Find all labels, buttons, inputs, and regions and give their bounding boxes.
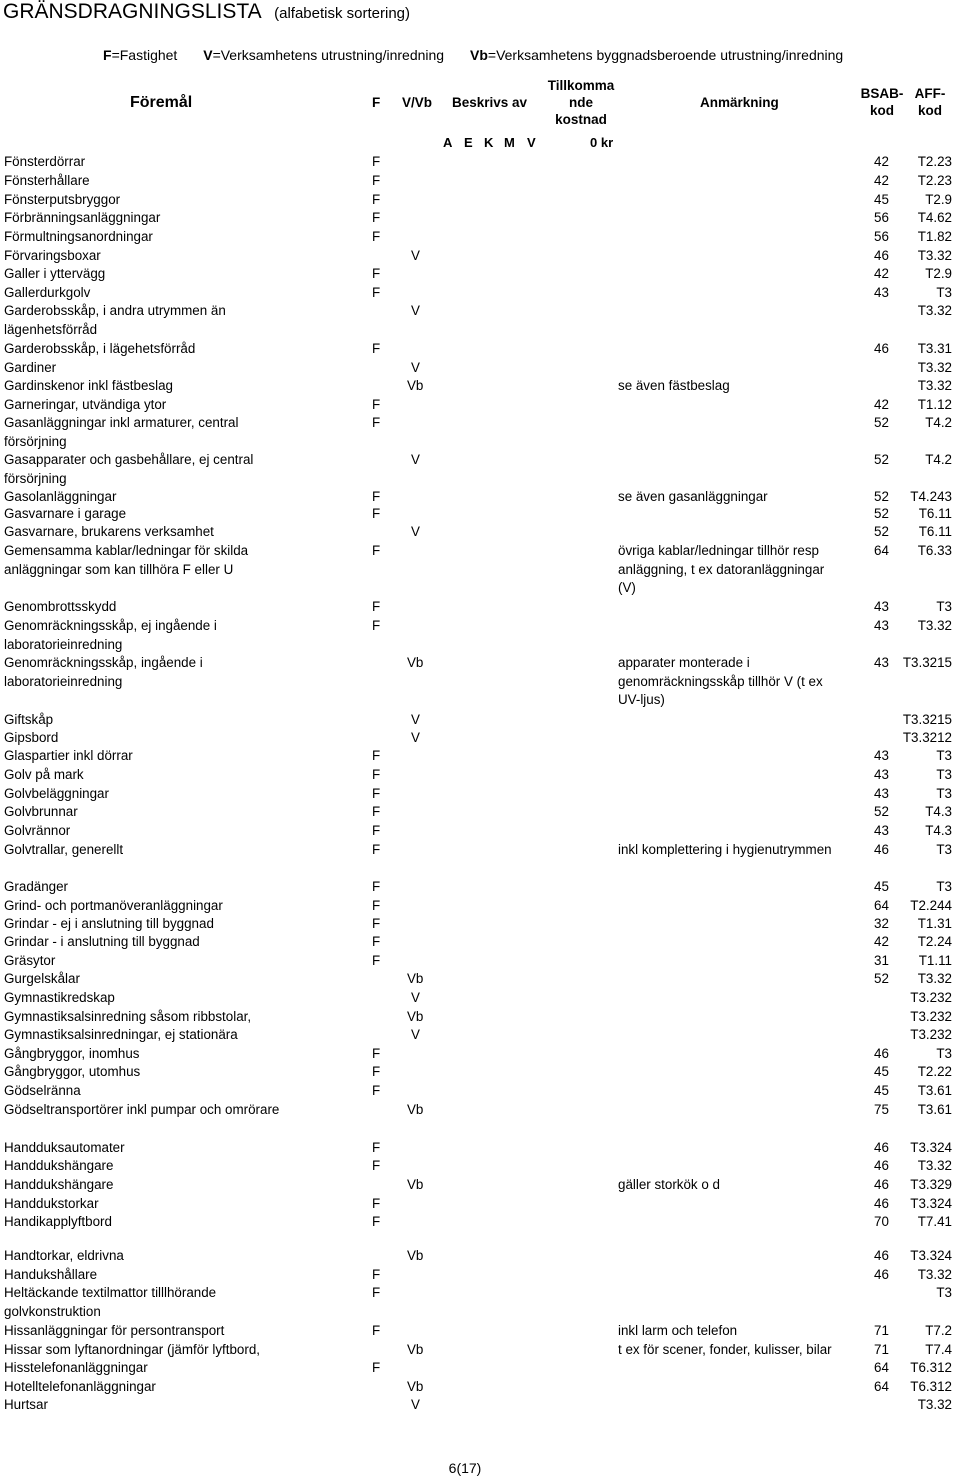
- item-name: Hotelltelefonanläggningar: [4, 1379, 156, 1394]
- responsibility-code: F: [372, 1285, 381, 1300]
- item-name: Fönsterdörrar: [4, 154, 86, 169]
- aff-code: T2.9: [925, 266, 952, 281]
- responsibility-code: F: [372, 397, 381, 412]
- aff-code: T3.3215: [902, 655, 952, 670]
- item-name: Grindar - i anslutning till byggnad: [4, 934, 200, 949]
- aff-code: T4.3: [925, 823, 952, 838]
- aff-code: T3.232: [910, 990, 952, 1005]
- aff-code: T3.3215: [902, 712, 952, 727]
- subheader-a: A: [443, 135, 453, 150]
- bsab-code: 52: [874, 489, 889, 504]
- item-name: Gräsytor: [4, 953, 56, 968]
- bsab-code: 45: [874, 192, 889, 207]
- item-name: Gasolanläggningar: [4, 489, 117, 504]
- aff-code: T3.61: [917, 1083, 952, 1098]
- bsab-code: 42: [874, 154, 889, 169]
- item-name: Gymnastiksalsinredningar, ej stationära: [4, 1027, 238, 1042]
- aff-code: T3.32: [917, 303, 952, 318]
- bsab-code: 46: [874, 842, 889, 857]
- item-name: Garderobsskåp, i andra utrymmen än lägenhetsförråd: [4, 303, 226, 337]
- bsab-code: 43: [874, 823, 889, 838]
- responsibility-code: V: [411, 524, 420, 539]
- bsab-code: 42: [874, 173, 889, 188]
- legend-item-vb: Vb=Verksamhetens byggnadsberoende utrustning/inredning: [470, 47, 844, 63]
- header-aff: AFF-kod: [914, 86, 946, 118]
- aff-code: T3.232: [910, 1009, 952, 1024]
- aff-code: T4.2: [925, 415, 952, 430]
- responsibility-code: V: [411, 990, 420, 1005]
- responsibility-code: F: [372, 599, 381, 614]
- bsab-code: 64: [874, 898, 889, 913]
- responsibility-code: F: [372, 618, 381, 633]
- responsibility-code: F: [372, 916, 381, 931]
- responsibility-code: V: [411, 1027, 420, 1042]
- aff-code: T2.23: [917, 173, 952, 188]
- item-name: Gasapparater och gasbehållare, ej central försörjning: [4, 452, 254, 486]
- bsab-code: 43: [874, 599, 889, 614]
- responsibility-code: F: [372, 1064, 381, 1079]
- item-name: Golv på mark: [4, 767, 84, 782]
- aff-code: T6.312: [910, 1360, 952, 1375]
- aff-code: T2.244: [910, 898, 952, 913]
- item-name: Genomräckningsskåp, ingående i laboratorieinredning: [4, 655, 203, 689]
- item-name: Hurtsar: [4, 1397, 48, 1412]
- bsab-code: 46: [874, 1158, 889, 1173]
- item-name: Gångbryggor, inomhus: [4, 1046, 140, 1061]
- responsibility-code: V: [411, 248, 420, 263]
- bsab-code: 46: [874, 1196, 889, 1211]
- aff-code: T3: [936, 1046, 952, 1061]
- page-title: GRÄNSDRAGNINGSLISTA: [3, 0, 262, 23]
- responsibility-code: F: [372, 804, 381, 819]
- responsibility-code: Vb: [407, 1009, 424, 1024]
- aff-code: T3: [936, 786, 952, 801]
- aff-code: T2.23: [917, 154, 952, 169]
- bsab-code: 64: [874, 1379, 889, 1394]
- remark: övriga kablar/ledningar tillhör resp anläggning, t ex datoranläggningar (V): [618, 543, 825, 596]
- aff-code: T3: [936, 285, 952, 300]
- item-name: Garderobsskåp, i lägehetsförråd: [4, 341, 196, 356]
- responsibility-code: F: [372, 934, 381, 949]
- responsibility-code: F: [372, 210, 381, 225]
- responsibility-code: F: [372, 506, 381, 521]
- responsibility-code: F: [372, 786, 381, 801]
- responsibility-code: F: [372, 285, 381, 300]
- responsibility-code: F: [372, 173, 381, 188]
- responsibility-code: F: [372, 767, 381, 782]
- bsab-code: 43: [874, 655, 889, 670]
- subheader-k: K: [484, 135, 494, 150]
- item-name: Handdukstorkar: [4, 1196, 99, 1211]
- aff-code: T3: [936, 1285, 952, 1300]
- aff-code: T3.32: [917, 1267, 952, 1282]
- aff-code: T3.232: [910, 1027, 952, 1042]
- item-name: Gurgelskålar: [4, 971, 80, 986]
- item-name: Fönsterputsbryggor: [4, 192, 121, 207]
- bsab-code: 45: [874, 1064, 889, 1079]
- bsab-code: 75: [874, 1102, 889, 1117]
- responsibility-code: V: [411, 360, 420, 375]
- responsibility-code: F: [372, 1323, 381, 1338]
- bsab-code: 32: [874, 916, 889, 931]
- responsibility-code: F: [372, 842, 381, 857]
- bsab-code: 43: [874, 767, 889, 782]
- aff-code: T3: [936, 599, 952, 614]
- responsibility-code: V: [411, 712, 420, 727]
- aff-code: T4.2: [925, 452, 952, 467]
- responsibility-code: F: [372, 879, 381, 894]
- header-anmarkning: Anmärkning: [700, 95, 779, 110]
- item-name: Handdukshängare: [4, 1158, 114, 1173]
- item-name: Handduksautomater: [4, 1140, 125, 1155]
- remark: gäller storkök o d: [618, 1177, 720, 1192]
- item-name: Golvrännor: [4, 823, 71, 838]
- bsab-code: 52: [874, 804, 889, 819]
- item-name: Giftskåp: [4, 712, 54, 727]
- bsab-code: 52: [874, 971, 889, 986]
- responsibility-code: Vb: [407, 1248, 424, 1263]
- responsibility-code: F: [372, 192, 381, 207]
- item-name: Förbränningsanläggningar: [4, 210, 161, 225]
- item-name: Handukshållare: [4, 1267, 98, 1282]
- aff-code: T6.312: [910, 1379, 952, 1394]
- item-name: Gymnastiksalsinredning såsom ribbstolar,: [4, 1009, 252, 1024]
- item-name: Glaspartier inkl dörrar: [4, 748, 133, 763]
- bsab-code: 71: [874, 1323, 889, 1338]
- bsab-code: 64: [874, 543, 889, 558]
- remark: se även fästbeslag: [618, 378, 730, 393]
- responsibility-code: V: [411, 1397, 420, 1412]
- item-name: Gradänger: [4, 879, 69, 894]
- item-name: Hissar som lyftanordningar (jämför lyftbord,: [4, 1342, 260, 1357]
- page-number: 6(17): [448, 1460, 482, 1476]
- item-name: Handtorkar, eldrivna: [4, 1248, 124, 1263]
- aff-code: T3.61: [917, 1102, 952, 1117]
- aff-code: T1.12: [917, 397, 952, 412]
- bsab-code: 46: [874, 1140, 889, 1155]
- aff-code: T3.324: [910, 1140, 952, 1155]
- responsibility-code: F: [372, 823, 381, 838]
- aff-code: T3: [936, 767, 952, 782]
- item-name: Gipsbord: [4, 730, 59, 745]
- responsibility-code: F: [372, 415, 381, 430]
- aff-code: T4.3: [925, 804, 952, 819]
- aff-code: T3.324: [910, 1248, 952, 1263]
- item-name: Förvaringsboxar: [4, 248, 101, 263]
- bsab-code: 46: [874, 1248, 889, 1263]
- item-name: Golvbrunnar: [4, 804, 78, 819]
- aff-code: T3: [936, 879, 952, 894]
- responsibility-code: F: [372, 341, 381, 356]
- remark: t ex för scener, fonder, kulisser, bilar: [618, 1342, 832, 1357]
- item-name: Grind- och portmanöveranläggningar: [4, 898, 223, 913]
- bsab-code: 46: [874, 1177, 889, 1192]
- item-name: Handdukshängare: [4, 1177, 114, 1192]
- item-name: Gångbryggor, utomhus: [4, 1064, 141, 1079]
- item-name: Galler i yttervägg: [4, 266, 106, 281]
- responsibility-code: F: [372, 543, 381, 558]
- aff-code: T1.82: [917, 229, 952, 244]
- header-f: F: [372, 95, 381, 110]
- responsibility-code: F: [372, 154, 381, 169]
- aff-code: T7.4: [925, 1342, 952, 1357]
- aff-code: T2.9: [925, 192, 952, 207]
- aff-code: T4.62: [917, 210, 952, 225]
- item-name: Grindar - ej i anslutning till byggnad: [4, 916, 214, 931]
- aff-code: T3.329: [910, 1177, 952, 1192]
- aff-code: T7.41: [917, 1214, 952, 1229]
- item-name: Hisstelefonanläggningar: [4, 1360, 148, 1375]
- item-name: Gödselränna: [4, 1083, 81, 1098]
- header-beskrivs: Beskrivs av: [452, 95, 528, 110]
- item-name: Heltäckande textilmattor tilllhörande golvkonstruktion: [4, 1285, 217, 1319]
- item-name: Gasvarnare, brukarens verksamhet: [4, 524, 214, 539]
- aff-code: T4.243: [910, 489, 952, 504]
- legend-item-v: V=Verksamhetens utrustning/inredning: [203, 47, 445, 63]
- header-foremal: Föremål: [130, 94, 193, 111]
- aff-code: T3.31: [917, 341, 952, 356]
- aff-code: T3.32: [917, 618, 952, 633]
- item-name: Garneringar, utvändiga ytor: [4, 397, 167, 412]
- aff-code: T3: [936, 842, 952, 857]
- item-name: Gardiner: [4, 360, 57, 375]
- aff-code: T3.324: [910, 1196, 952, 1211]
- bsab-code: 45: [874, 879, 889, 894]
- header-tillkomma: Tillkomma nde kostnad: [547, 78, 615, 127]
- bsab-code: 52: [874, 524, 889, 539]
- item-name: Golvtrallar, generellt: [4, 842, 124, 857]
- header-vvb: V/Vb: [402, 95, 433, 110]
- bsab-code: 42: [874, 934, 889, 949]
- responsibility-code: Vb: [407, 1342, 424, 1357]
- remark: apparater monterade i genomräckningsskåp tillhör V (t ex UV-ljus): [618, 655, 823, 708]
- responsibility-code: F: [372, 1196, 381, 1211]
- subheader-e: E: [464, 135, 473, 150]
- remark: se även gasanläggningar: [618, 489, 768, 504]
- responsibility-code: Vb: [407, 1177, 424, 1192]
- responsibility-code: F: [372, 1267, 381, 1282]
- bsab-code: 52: [874, 506, 889, 521]
- bsab-code: 70: [874, 1214, 889, 1229]
- bsab-code: 52: [874, 452, 889, 467]
- item-name: Gasanläggningar inkl armaturer, central försörjning: [4, 415, 239, 449]
- responsibility-code: F: [372, 489, 381, 504]
- item-name: Gödseltransportörer inkl pumpar och omrörare: [4, 1102, 280, 1117]
- subheader-m: M: [504, 135, 515, 150]
- bsab-code: 56: [874, 210, 889, 225]
- bsab-code: 43: [874, 618, 889, 633]
- responsibility-code: F: [372, 1360, 381, 1375]
- aff-code: T3.32: [917, 1397, 952, 1412]
- responsibility-code: F: [372, 1083, 381, 1098]
- aff-code: T6.11: [918, 524, 952, 539]
- item-name: Gymnastikredskap: [4, 990, 115, 1005]
- aff-code: T7.2: [925, 1323, 952, 1338]
- bsab-code: 46: [874, 341, 889, 356]
- aff-code: T3.32: [917, 248, 952, 263]
- remark: inkl larm och telefon: [618, 1323, 738, 1338]
- responsibility-code: V: [411, 303, 420, 318]
- bsab-code: 42: [874, 397, 889, 412]
- item-name: Genombrottsskydd: [4, 599, 117, 614]
- responsibility-code: Vb: [407, 1102, 424, 1117]
- item-name: Gemensamma kablar/ledningar för skilda anläggningar som kan tillhöra F eller U: [4, 543, 249, 577]
- bsab-code: 45: [874, 1083, 889, 1098]
- bsab-code: 43: [874, 285, 889, 300]
- aff-code: T3.32: [917, 378, 952, 393]
- bsab-code: 56: [874, 229, 889, 244]
- responsibility-code: V: [411, 730, 420, 745]
- aff-code: T3.32: [917, 360, 952, 375]
- responsibility-code: Vb: [407, 378, 424, 393]
- aff-code: T3.3212: [902, 730, 952, 745]
- responsibility-code: F: [372, 266, 381, 281]
- bsab-code: 71: [874, 1342, 889, 1357]
- bsab-code: 43: [874, 786, 889, 801]
- item-name: Handikapplyftbord: [4, 1214, 112, 1229]
- item-name: Fönsterhållare: [4, 173, 90, 188]
- legend-item-f: F=Fastighet: [103, 47, 178, 63]
- aff-code: T1.31: [917, 916, 952, 931]
- aff-code: T6.11: [918, 506, 952, 521]
- bsab-code: 43: [874, 748, 889, 763]
- item-name: Hissanläggningar för persontransport: [4, 1323, 225, 1338]
- aff-code: T2.24: [917, 934, 952, 949]
- header-bsab: BSAB-kod: [860, 86, 904, 118]
- responsibility-code: Vb: [407, 1379, 424, 1394]
- aff-code: T3.32: [917, 1158, 952, 1173]
- responsibility-code: Vb: [407, 971, 424, 986]
- item-name: Gallerdurkgolv: [4, 285, 91, 300]
- subheader-v: V: [527, 135, 536, 150]
- responsibility-code: F: [372, 229, 381, 244]
- bsab-code: 46: [874, 1267, 889, 1282]
- responsibility-code: V: [411, 452, 420, 467]
- responsibility-code: F: [372, 1158, 381, 1173]
- responsibility-code: F: [372, 953, 381, 968]
- responsibility-code: F: [372, 898, 381, 913]
- aff-code: T2.22: [917, 1064, 952, 1079]
- aff-code: T3: [936, 748, 952, 763]
- aff-code: T6.33: [917, 543, 952, 558]
- bsab-code: 46: [874, 1046, 889, 1061]
- responsibility-code: Vb: [407, 655, 424, 670]
- bsab-code: 31: [874, 953, 889, 968]
- bsab-code: 64: [874, 1360, 889, 1375]
- bsab-code: 46: [874, 248, 889, 263]
- responsibility-code: F: [372, 1214, 381, 1229]
- aff-code: T1.11: [918, 953, 952, 968]
- responsibility-code: F: [372, 748, 381, 763]
- page-subtitle: (alfabetisk sortering): [274, 5, 410, 22]
- item-name: Förmultningsanordningar: [4, 229, 153, 244]
- item-name: Genomräckningsskåp, ej ingående i laboratorieinredning: [4, 618, 217, 652]
- subheader-zero-kr: 0 kr: [590, 135, 614, 150]
- item-name: Gasvarnare i garage: [4, 506, 127, 521]
- responsibility-code: F: [372, 1046, 381, 1061]
- bsab-code: 52: [874, 415, 889, 430]
- remark: inkl komplettering i hygienutrymmen: [618, 842, 832, 857]
- item-name: Golvbeläggningar: [4, 786, 109, 801]
- aff-code: T3.32: [917, 971, 952, 986]
- bsab-code: 42: [874, 266, 889, 281]
- item-name: Gardinskenor inkl fästbeslag: [4, 378, 173, 393]
- responsibility-code: F: [372, 1140, 381, 1155]
